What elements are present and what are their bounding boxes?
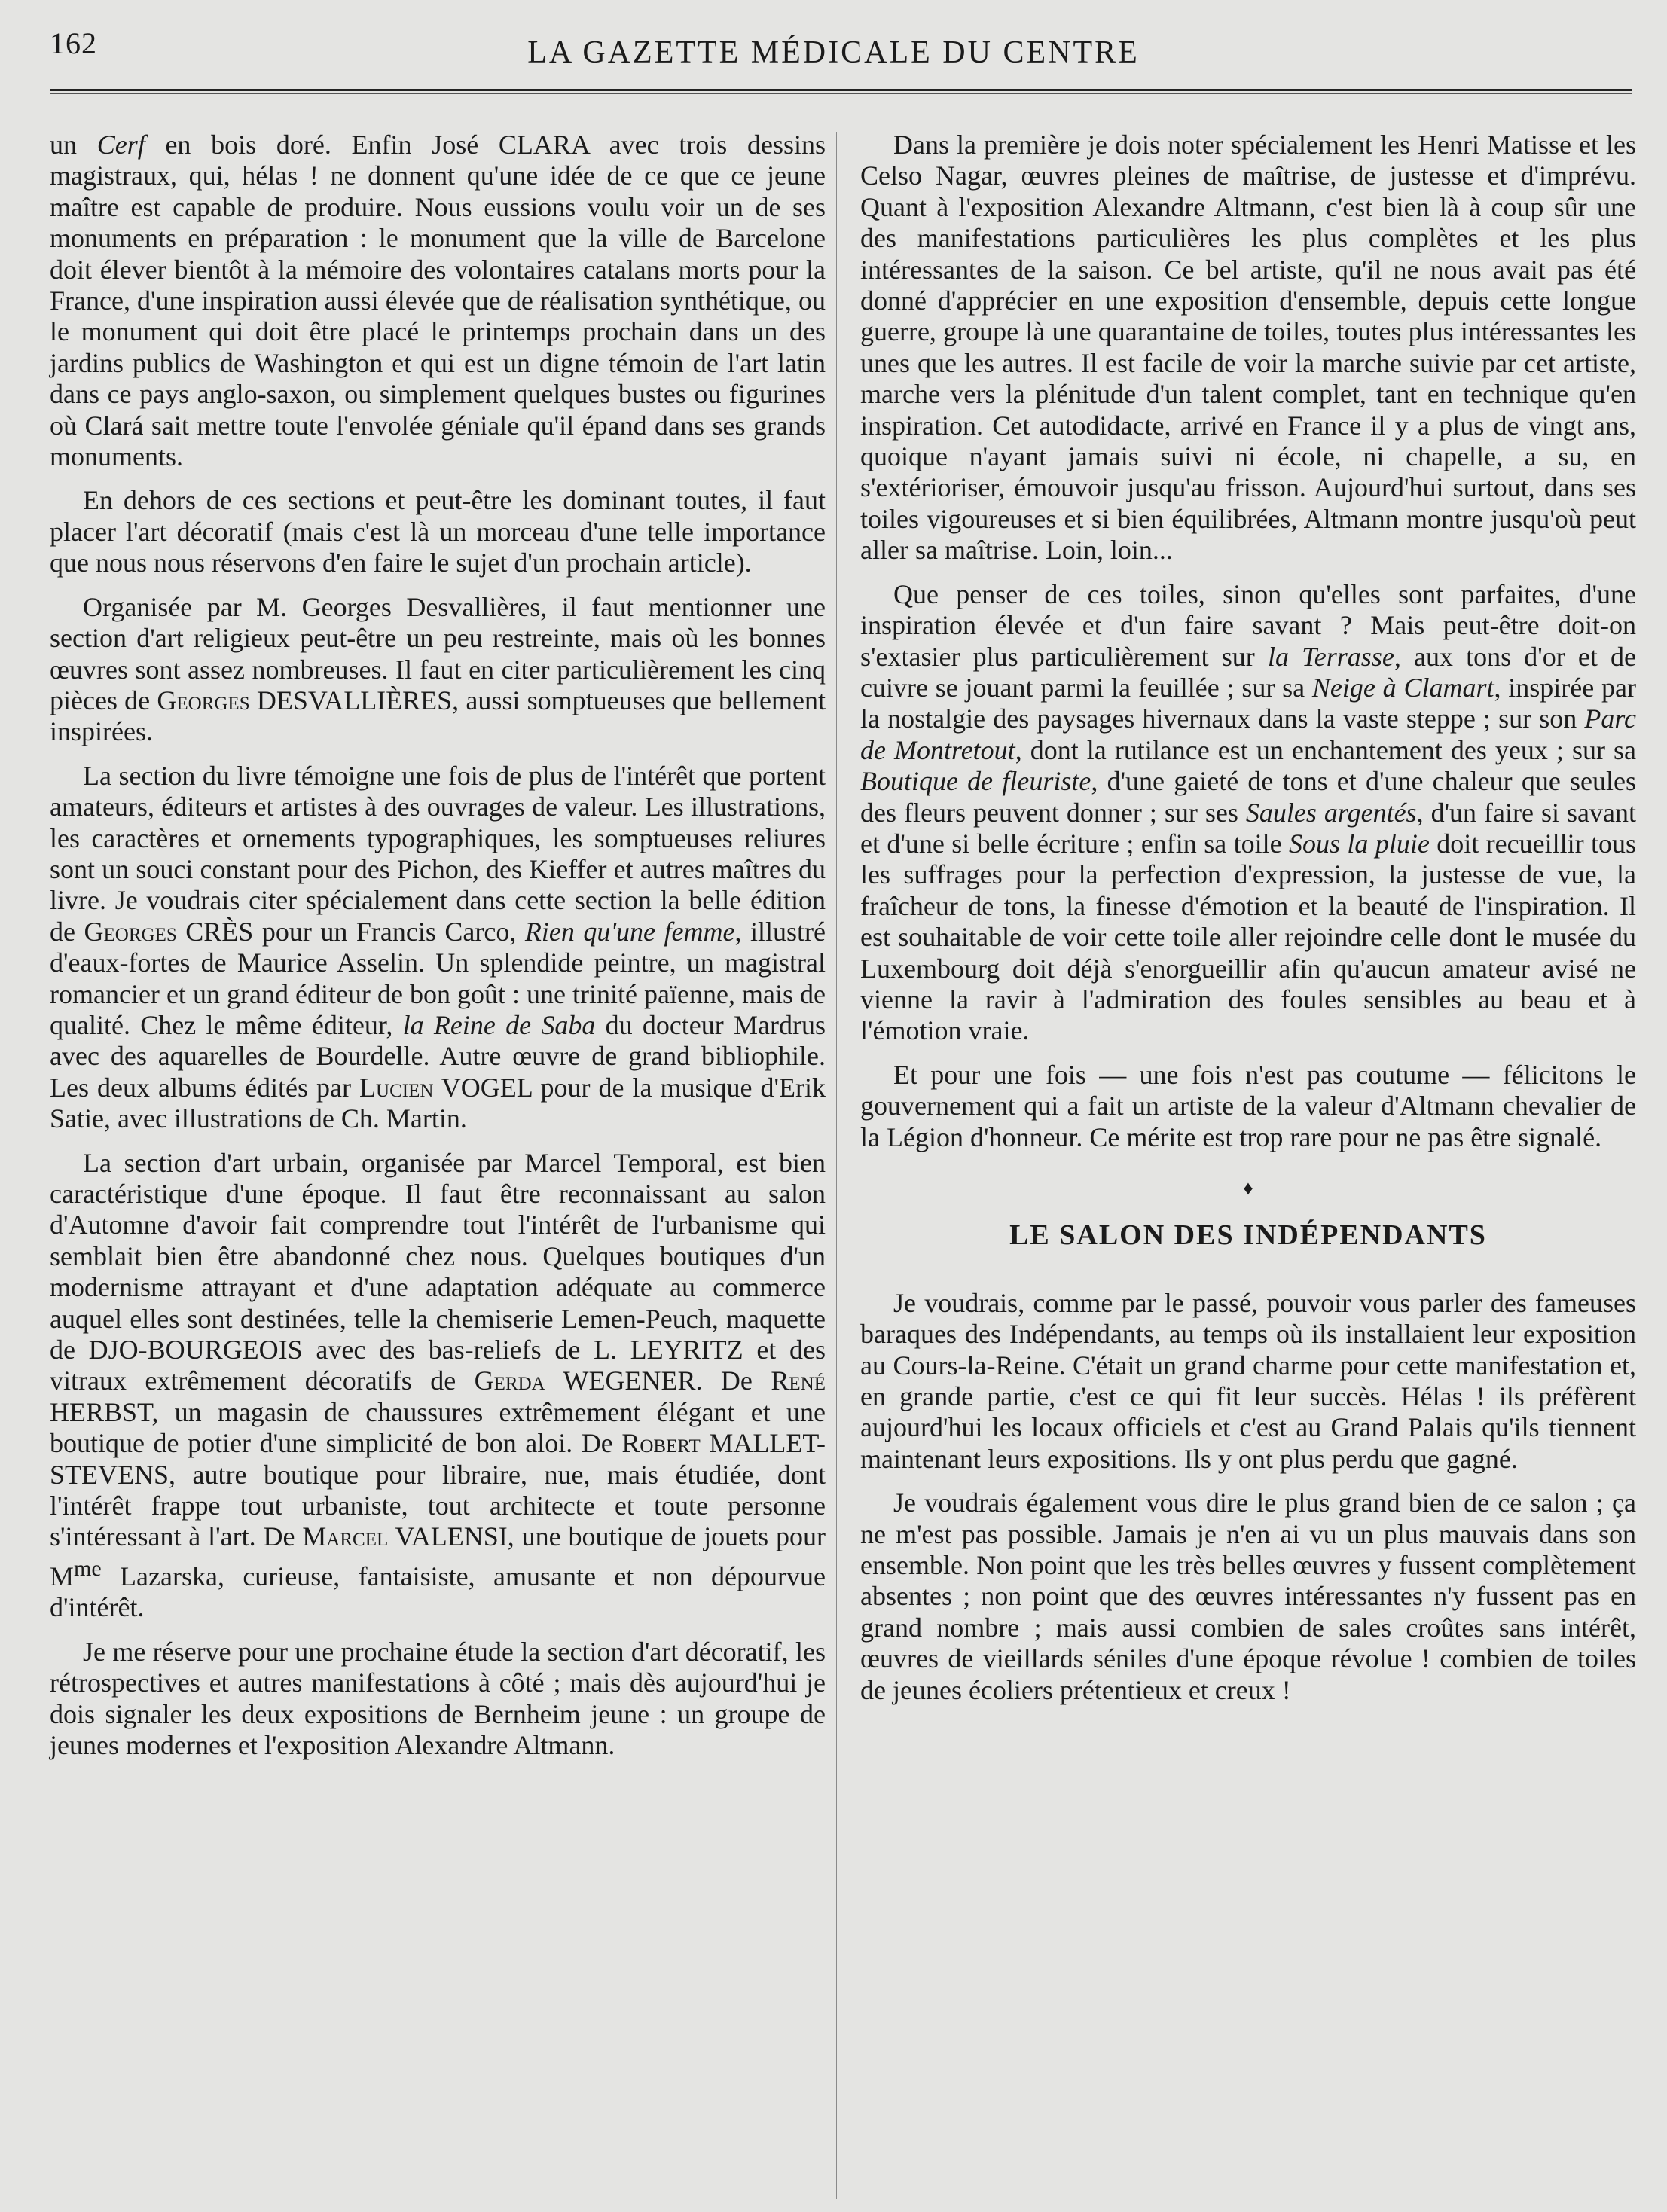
paragraph: un Cerf en bois doré. Enfin José CLARA avec trois dessins magistraux, qui, hélas ! ne donnent qu'une idée de ce que ce jeune maître est capable de produire. Nous eussions voulu voir un de ses monuments en préparation : le monument que la ville de Barcelone doit élever bientôt à la mémoire des volontaires catalans morts pour la France, d'une inspiration aussi élevée que de réalisation synthétique, ou le monument qui doit être placé le printemps prochain dans un des jardins publics de Washington et qui est un digne témoin de l'art latin dans ce pays anglo-saxon, ou simplement quelques bustes ou figurines où Clará sait mettre toute l'envolée géniale qu'il épand dans ses grands monuments. xyxy=(50,130,826,472)
paragraph: En dehors de ces sections et peut-être les dominant toutes, il faut placer l'art décoratif (mais c'est là un morceau d'une telle importance que nous nous réservons d'en faire le sujet d'un prochain article). xyxy=(50,485,826,578)
journal-title: LA GAZETTE MÉDICALE DU CENTRE xyxy=(527,35,1140,70)
italic-title: Neige à Clamart xyxy=(1311,672,1494,703)
paragraph: La section d'art urbain, organisée par Marcel Temporal, est bien caractéristique d'une époque. Il faut être reconnaissant au salon d'Automne d'avoir fait comprendre tout l'intérêt de l'urbanisme qui semblait bien être abandonné chez nous. Quelques boutiques d'un modernisme attrayant et d'une adaptation adéquate au commerce auquel elles sont destinées, telle la chemiserie Lemen-Peuch, maquette de DJO-BOURGEOIS avec des bas-reliefs de L. LEYRITZ et des vitraux extrêmement décoratifs de Gerda WEGENER. De René HERBST, un magasin de chaussures extrêmement élégant et une boutique de potier d'une simplicité de bon aloi. De Robert MALLET-STEVENS, autre boutique pour libraire, nue, mais étudiée, dont l'intérêt frappe tout urbaniste, tout architecte et toute personne s'intéressant à l'art. De Marcel VALENSI, une boutique de jouets pour $M^{me}$ Lazarska, curieuse, fantaisiste, amusante et non dépourvue d'intérêt. xyxy=(50,1147,826,1623)
header-rule-thin xyxy=(50,93,1632,94)
italic-title: Cerf xyxy=(96,130,145,160)
small-caps-name: René xyxy=(771,1365,826,1396)
right-column xyxy=(860,130,1636,1719)
italic-title: la Terrasse xyxy=(1267,641,1394,672)
paragraph: Je voudrais, comme par le passé, pouvoir vous parler des fameuses baraques des Indépendants, au temps où ils installaient leur exposition au Cours-la-Reine. C'était un grand charme pour cette manifestation et, en grande partie, c'est ce qui fit leur succès. Hélas ! ils préfèrent aujourd'hui les locaux officiels et c'est au Grand Palais qu'ils tiennent maintenant leurs expositions. Ils y ont plus perdu que gagné. xyxy=(860,1287,1636,1474)
small-caps-name: Robert xyxy=(621,1428,701,1459)
small-caps-name: Georges xyxy=(84,916,177,947)
paragraph: Que penser de ces toiles, sinon qu'elles sont parfaites, d'une inspiration élevée et d'un faire savant ? Mais peut-être doit-on s'extasier plus particulièrement sur la Terrasse, aux tons d'or et de cuivre se jouant parmi la feuillée ; sur sa Neige à Clamart, inspirée par la nostalgie des paysages hivernaux dans la vaste steppe ; sur son Parc de Montretout, dont la rutilance est un enchantement des yeux ; sur sa Boutique de fleuriste, d'une gaieté de tons et d'une chaleur que seules des fleurs peuvent donner ; sur ses Saules argentés, d'un faire si savant et d'une si belle écriture ; enfin sa toile Sous la pluie doit recueillir tous les suffrages pour la perfection d'expression, la justesse de vue, la fraîcheur de tons, la finesse d'émotion et la beauté de l'inspiration. Il est souhaitable de voir cette toile aller rejoindre celle dont le musée du Luxembourg doit déjà s'enorgueillir afin qu'aucun amateur avisé ne vienne la ravir à l'admiration des foules sensibles au beau et à l'émotion vraie. xyxy=(860,578,1637,1046)
italic-title: la Reine de Saba xyxy=(402,1009,596,1040)
small-caps-name: Marcel xyxy=(302,1521,389,1552)
paragraph: Dans la première je dois noter spécialement les Henri Matisse et les Celso Nagar, œuvres pleines de maîtrise, de justesse et d'imprévu. Quant à l'exposition Alexandre Altmann, c'est bien là à coup sûr une des manifestations particulières les plus complètes et les plus intéressantes de la saison. Ce bel artiste, qu'il ne nous avait pas été donné d'apprécier en une exposition d'ensemble, depuis cette longue guerre, groupe là une quarantaine de toiles, toutes plus intéressantes les unes que les autres. Il est facile de voir la marche suivie par cet artiste, marche vers la plénitude d'un talent complet, tant en technique qu'en inspiration. Cet autodidacte, arrivé en France il y a plus de vingt ans, quoique n'ayant jamais suivi ni école, ni chapelle, a su, en s'extérioriser, émouvoir jusqu'au frisson. Aujourd'hui surtout, dans ses toiles vigoureuses et si bien équilibrées, Altmann montre jusqu'où peut aller sa maîtrise. Loin, loin... xyxy=(860,130,1636,566)
superscript: me xyxy=(74,1555,102,1581)
paragraph: Organisée par M. Georges Desvallières, il faut mentionner une section d'art religieux peut-être un peu restreinte, mais où les bonnes œuvres sont assez nombreuses. Il faut en citer particulièrement les cinq pièces de Georges DESVALLIÈRES, aussi somptueuses que bellement inspirées. xyxy=(50,591,826,747)
small-caps-name: Lucien xyxy=(359,1072,434,1103)
column-divider xyxy=(836,132,837,2199)
small-caps-name: Gerda xyxy=(474,1365,545,1396)
ornament-divider: ♦ xyxy=(1243,1177,1253,1199)
italic-title: Saules argentés xyxy=(1245,797,1417,828)
italic-title: Rien qu'une femme xyxy=(524,916,735,947)
paragraph: Je voudrais également vous dire le plus grand bien de ce salon ; ça ne m'est pas possible. Jamais je n'en ai vu un plus mauvais dans son ensemble. Non point que les très belles œuvres y fussent complètement absentes ; non point que des œuvres intéressantes n'y fussent pas en grand nombre ; mais aussi combien de sales croûtes sans intérêt, œuvres de vieillards séniles d'une époque révolue ! combien de toiles de jeunes écoliers prétentieux et creux ! xyxy=(860,1487,1636,1705)
italic-title: Boutique de fleuriste xyxy=(860,766,1091,797)
page-number: 162 xyxy=(50,26,97,60)
italic-title: Sous la pluie xyxy=(1289,828,1430,859)
section-heading: LE SALON DES INDÉPENDANTS xyxy=(1009,1219,1487,1252)
header-rule xyxy=(50,89,1632,91)
left-column xyxy=(50,130,826,1774)
paragraph: Je me réserve pour une prochaine étude la section d'art décoratif, les rétrospectives et autres manifestations à côté ; mais dès aujourd'hui je dois signaler les deux expositions de Bernheim jeune : un groupe de jeunes modernes et l'exposition Alexandre Altmann. xyxy=(50,1636,826,1760)
paragraph: Et pour une fois — une fois n'est pas coutume — félicitons le gouvernement qui a fait un artiste de la valeur d'Altmann chevalier de la Légion d'honneur. Ce mérite est trop rare pour ne pas être signalé. xyxy=(860,1059,1636,1152)
italic-title: Parc de Montretout xyxy=(860,703,1636,765)
paragraph: La section du livre témoigne une fois de plus de l'intérêt que portent amateurs, éditeurs et artistes à des ouvrages de valeur. Les illustrations, les caractères et ornements typographiques, les somptueuses reliures sont un souci constant pour des Pichon, des Kieffer et autres maîtres du livre. Je voudrais citer spécialement dans cette section la belle édition de Georges CRÈS pour un Francis Carco, Rien qu'une femme, illustré d'eaux-fortes de Maurice Asselin. Un splendide peintre, un magistral romancier et un grand éditeur de bon goût : une trinité païenne, mais de qualité. Chez le même éditeur, la Reine de Saba du docteur Mardrus avec des aquarelles de Bourdelle. Autre œuvre de grand bibliophile. Les deux albums édités par Lucien VOGEL pour de la musique d'Erik Satie, avec illustrations de Ch. Martin. xyxy=(50,760,826,1134)
small-caps-name: Georges xyxy=(157,685,250,715)
